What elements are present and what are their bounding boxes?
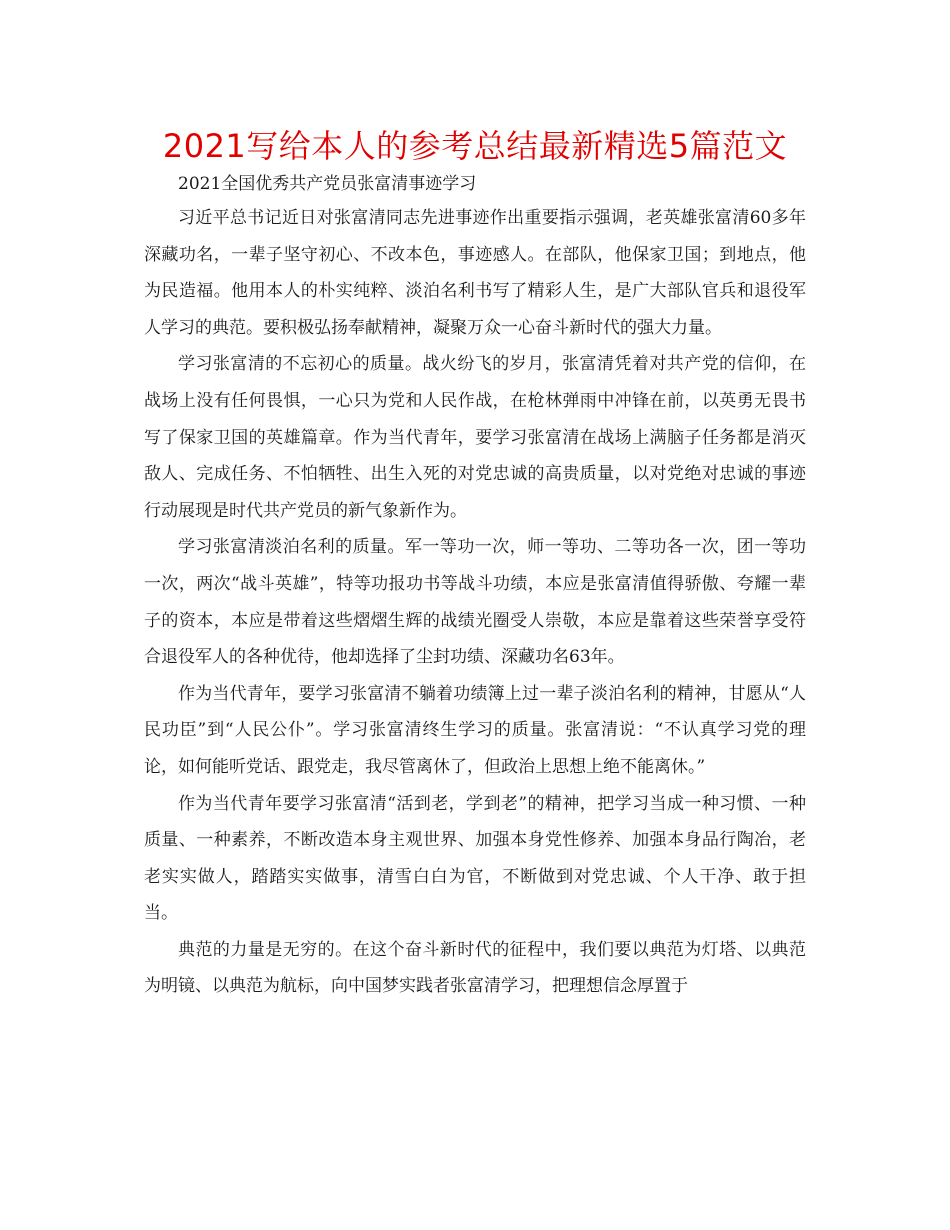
document-subtitle: 2021全国优秀共产党员张富清事迹学习 (178, 174, 477, 194)
paragraph-3: 学习张富清淡泊名利的质量。军一等功一次，师一等功、二等功各一次，团一等功一次，两次“战斗英雄”，特等功报功书等战斗功绩，本应是张富清值得骄傲、夸耀一辈子的资本，本应是带着这些熠熠生辉的战绩光圈受人崇敬，本应是靠着这些荣誉享受符合退役军人的各种优待，他却选择了尘封功绩、深藏功名63年。 (144, 537, 806, 668)
document-title: 2021写给本人的参考总结最新精选5篇范文 (162, 127, 788, 165)
document-body (144, 200, 806, 1005)
paragraph-1: 习近平总书记近日对张富清同志先进事迹作出重要指示强调，老英雄张富清60多年深藏功名，一辈子坚守初心、不改本色，事迹感人。在部队，他保家卫国；到地点，他为民造福。他用本人的朴实纯粹、淡泊名利书写了精彩人生，是广大部队官兵和退役军人学习的典范。要积极弘扬奉献精神，凝聚万众一心奋斗新时代的强大力量。 (144, 208, 806, 338)
paragraph-5: 作为当代青年要学习张富清“活到老，学到老”的精神，把学习当成一种习惯、一种质量、一种素养，不断改造本身主观世界、加强本身党性修养、加强本身品行陶冶，老老实实做人，踏踏实实做事，清雪白白为官，不断做到对党忠诚、个人干净、敢于担当。 (144, 793, 806, 924)
paragraph-4: 作为当代青年，要学习张富清不躺着功绩簿上过一辈子淡泊名利的精神，甘愿从“人民功臣”到“人民公仆”。学习张富清终生学习的质量。张富清说：“不认真学习党的理论，如何能听党话、跟党走，我尽管离休了，但政治上思想上绝不能离休。” (144, 683, 806, 777)
paragraph-2: 学习张富清的不忘初心的质量。战火纷飞的岁月，张富清凭着对共产党的信仰，在战场上没有任何畏惧，一心只为党和人民作战，在枪林弹雨中冲锋在前，以英勇无畏书写了保家卫国的英雄篇章。作为当代青年，要学习张富清在战场上满脑子任务都是消灭敌人、完成任务、不怕牺牲、出生入死的对党忠诚的高贵质量，以对党绝对忠诚的事迹行动展现是时代共产党员的新气象新作为。 (144, 354, 806, 521)
paragraph-6: 典范的力量是无穷的。在这个奋斗新时代的征程中，我们要以典范为灯塔、以典范为明镜、以典范为航标，向中国梦实践者张富清学习，把理想信念厚置于 (144, 939, 806, 997)
